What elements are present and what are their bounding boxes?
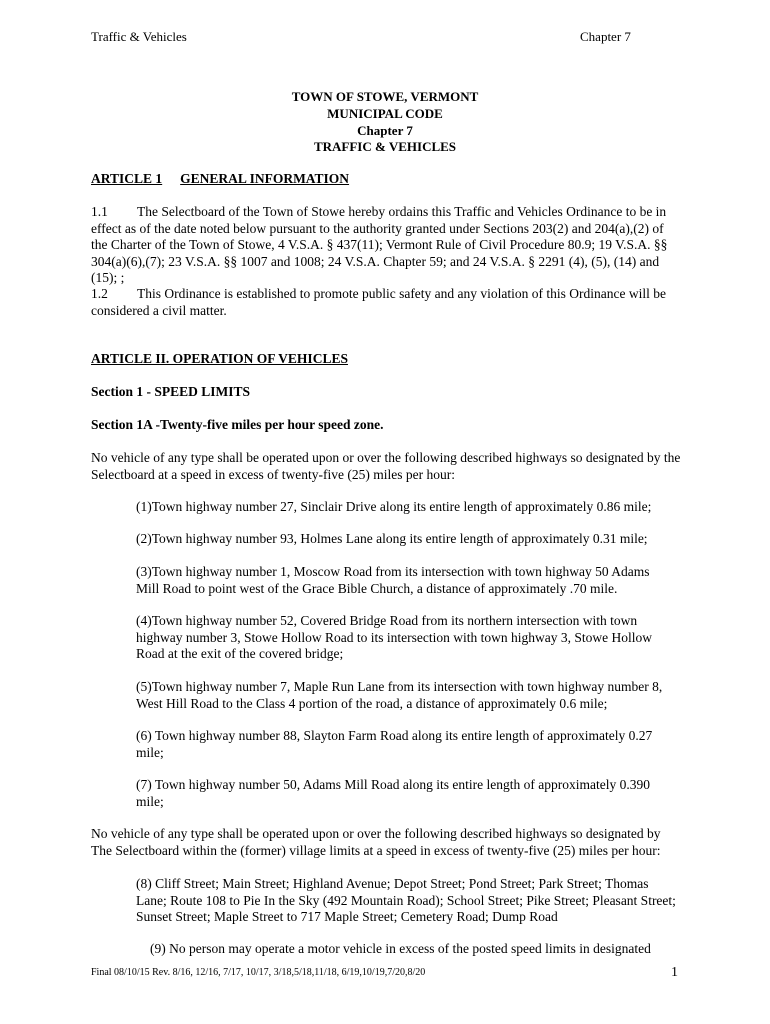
list-item: (2)Town highway number 93, Holmes Lane along its entire length of approximately 0.31 mile; — [136, 531, 648, 546]
paragraph-number: 1.2 — [91, 286, 108, 301]
list-item: (5)Town highway number 7, Maple Run Lane from its intersection with town highway number 8, West Hill Road to the Class 4 portion of the road, a distance of approximately 0.6 mile; — [136, 679, 663, 711]
section-intro-paragraph: No vehicle of any type shall be operated upon or over the following described highways so designated by the Selectboard at a speed in excess of twenty-five (25) miles per hour: — [91, 450, 681, 482]
list-item: (9) No person may operate a motor vehicle in excess of the posted speed limits in designated — [150, 941, 651, 956]
article-1-number: ARTICLE 1 — [91, 171, 163, 186]
list-item: (1)Town highway number 27, Sinclair Drive along its entire length of approximately 0.86 mile; — [136, 499, 652, 514]
running-header-right: Chapter 7 — [580, 29, 631, 44]
list-item: (4)Town highway number 52, Covered Bridge Road from its northern intersection with town highway number 3, Stowe Hollow Road to its intersection with town highway 3, Stowe Hollow Road at the exit of the covered bridge; — [136, 613, 652, 661]
revision-footer: Final 08/10/15 Rev. 8/16, 12/16, 7/17, 10/17, 3/18,5/18,11/18, 6/19,10/19,7/20,8/20 — [91, 967, 426, 978]
section-1-heading: Section 1 - SPEED LIMITS — [91, 384, 251, 399]
paragraph-text: The Selectboard of the Town of Stowe hereby ordains this Traffic and Vehicles Ordinance to be in effect as of the date noted below pursuant to the authority granted under Sections 203(2) and 204(a),(2) of the Charter of the Town of Stowe, 4 V.S.A. § 437(11); Vermont Rule of Civil Procedure 80.9; 19 V.S.A. §§ 304(a)(6),(7); 23 V.S.A. §§ 1007 and 1008; 24 V.S.A. Chapter 59; and 24 V.S.A. § 2291 (4), (5), (14) and (15); ; — [91, 204, 668, 285]
paragraph-1-2 — [91, 286, 681, 319]
list-item: (7) Town highway number 50, Adams Mill Road along its entire length of approximately 0.390 mile; — [136, 777, 650, 809]
title-line-town: TOWN OF STOWE, VERMONT — [291, 89, 479, 104]
list-item: (8) Cliff Street; Main Street; Highland Avenue; Depot Street; Pond Street; Park Street; Thomas Lane; Route 108 to Pie In the Sky (492 Mountain Road); School Street; Pike Street; Pleasant Street; Sunset Street; Maple Street to 717 Maple Street; Cemetery Road; Dump Road — [136, 876, 676, 924]
document-title — [0, 89, 770, 156]
section-1a-heading: Section 1A -Twenty-five miles per hour speed zone. — [91, 417, 384, 432]
title-line-code: MUNICIPAL CODE — [327, 105, 443, 121]
list-item: (6) Town highway number 88, Slayton Farm Road along its entire length of approximately 0.27 mile; — [136, 728, 653, 760]
article-1-heading — [91, 171, 681, 188]
article-1-title: GENERAL INFORMATION — [180, 171, 350, 186]
paragraph-1-1 — [91, 204, 681, 287]
article-2-heading: ARTICLE II. OPERATION OF VEHICLES — [91, 351, 348, 366]
paragraph-text: This Ordinance is established to promote public safety and any violation of this Ordinance will be considered a civil matter. — [91, 286, 666, 318]
village-limits-paragraph: No vehicle of any type shall be operated upon or over the following described highways so designated by The Selectboard within the (former) village limits at a speed in excess of twenty-five (25) miles per hour: — [91, 826, 661, 858]
running-header-left: Traffic & Vehicles — [91, 29, 187, 44]
list-item: (3)Town highway number 1, Moscow Road from its intersection with town highway 50 Adams Mill Road to point west of the Grace Bible Church, a distance of approximately .70 mile. — [136, 564, 650, 596]
title-line-subject: TRAFFIC & VEHICLES — [313, 139, 457, 155]
page-number: 1 — [671, 965, 678, 980]
paragraph-number: 1.1 — [91, 204, 108, 219]
title-line-chapter: Chapter 7 — [357, 122, 413, 138]
